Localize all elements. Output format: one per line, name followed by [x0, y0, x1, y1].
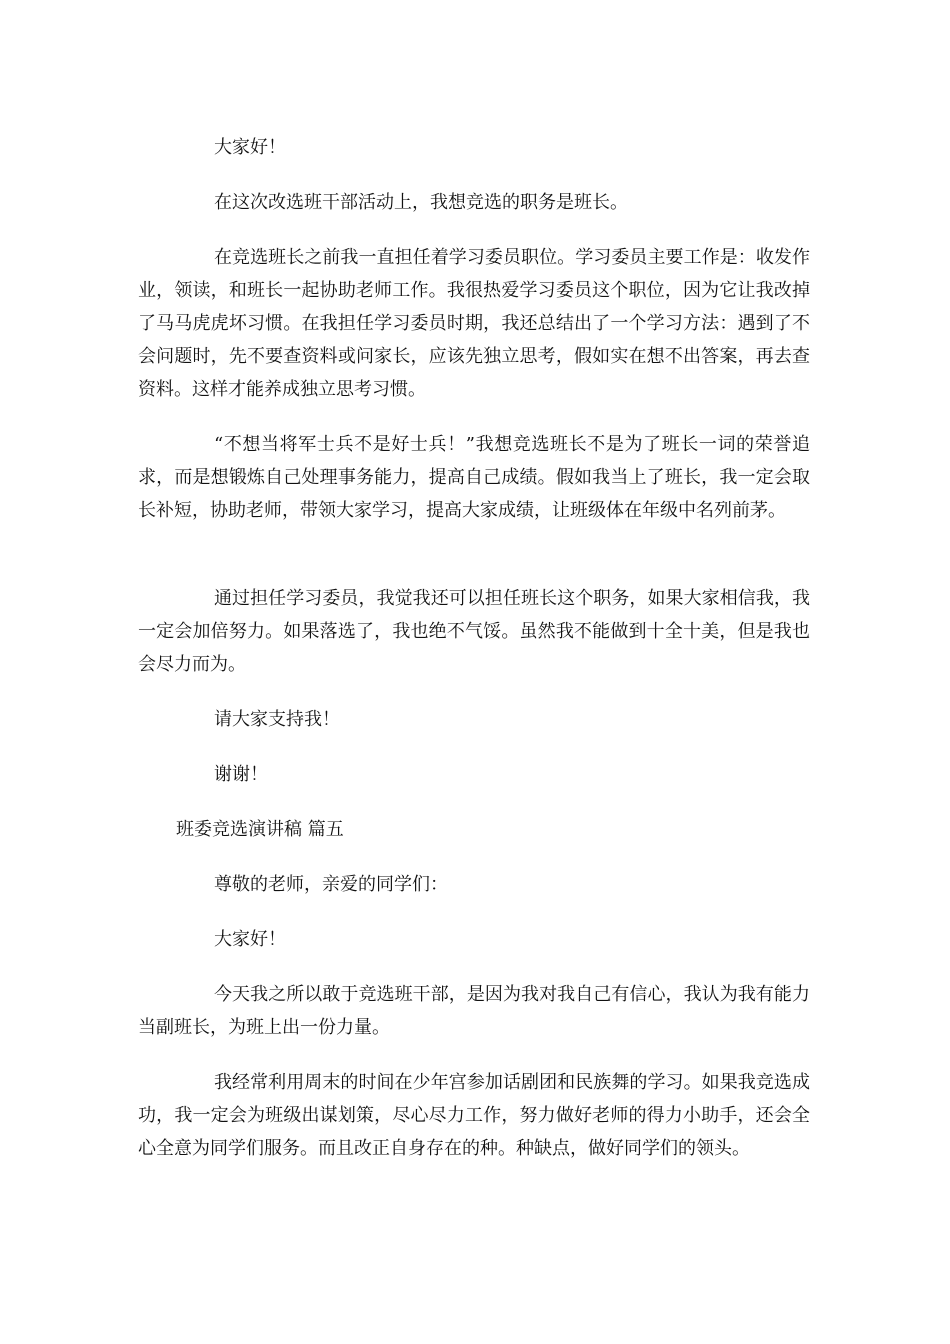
paragraph-plan: 我经常利用周末的时间在少年宫参加话剧团和民族舞的学习。如果我竞选成功，我一定会为班级出谋划策，尽心尽力工作，努力做好老师的得力小助手，还会全心全意为同学们服务。而且改正自身存在的种。种缺点，做好同学们的领头。: [138, 1072, 810, 1159]
paragraph-support-request: 请大家支持我！: [214, 709, 340, 730]
paragraph-greeting: 大家好！: [214, 137, 286, 158]
section-heading: 班委竞选演讲稿 篇五: [176, 819, 344, 840]
paragraph-thanks: 谢谢！: [214, 764, 268, 785]
paragraph-greeting-2: 大家好！: [214, 929, 286, 950]
paragraph-motivation: “不想当将军士兵不是好士兵！”我想竞选班长不是为了班长一词的荣誉追求，而是想锻炼自己处理事务能力，提高自己成绩。假如我当上了班长，我一定会取长补短，协助老师，带领大家学习，提高大家成绩，让班级体在年级中名列前茅。: [138, 434, 810, 521]
paragraph-commitment: 通过担任学习委员，我觉我还可以担任班长这个职务，如果大家相信我，我一定会加倍努力。如果落选了，我也绝不气馁。虽然我不能做到十全十美，但是我也会尽力而为。: [138, 588, 810, 675]
paragraph-confidence: 今天我之所以敢于竞选班干部，是因为我对我自己有信心，我认为我有能力当副班长，为班上出一份力量。: [138, 984, 810, 1038]
paragraph-salutation: 尊敬的老师，亲爱的同学们：: [214, 874, 448, 895]
paragraph-intro: 在这次改选班干部活动上，我想竞选的职务是班长。: [214, 192, 628, 213]
paragraph-experience: 在竞选班长之前我一直担任着学习委员职位。学习委员主要工作是：收发作业，领读，和班长一起协助老师工作。我很热爱学习委员这个职位，因为它让我改掉了马马虎虎坏习惯。在我担任学习委员时期，我还总结出了一个学习方法：遇到了不会问题时，先不要查资料或问家长，应该先独立思考，假如实在想不出答案，再去查资料。这样才能养成独立思考习惯。: [138, 247, 810, 400]
